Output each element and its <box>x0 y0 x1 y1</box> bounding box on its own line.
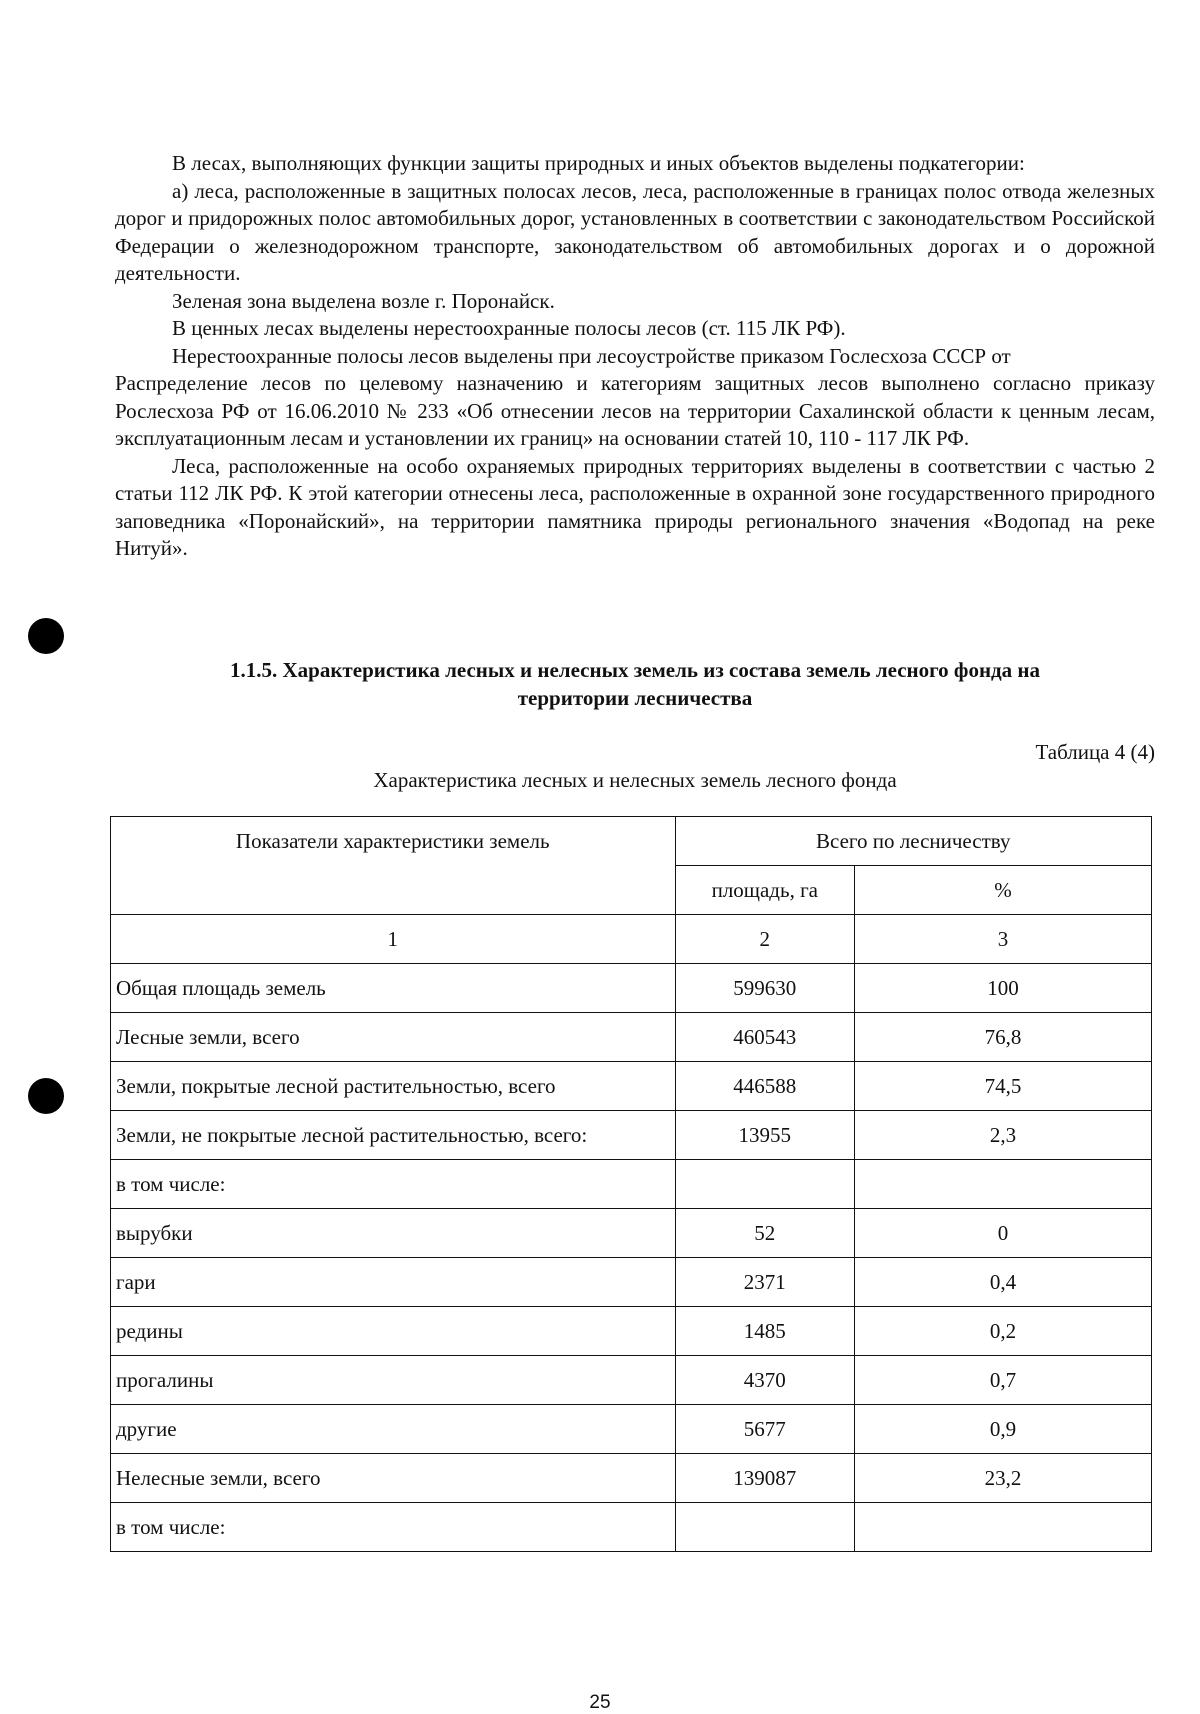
column-number-row <box>111 915 1152 964</box>
paragraph: В ценных лесах выделены нерестоохранные полосы лесов (ст. 115 ЛК РФ). <box>172 316 846 340</box>
row-area <box>675 1160 855 1209</box>
row-label: другие <box>111 1405 676 1454</box>
paragraph: а) леса, расположенные в защитных полосах лесов, леса, расположенные в границах полос отвода железных дорог и придорожных полос автомобильных дорог, установленных в соответствии с законодательством Российской Федерации о железнодорожном транспорте, законодательством об автомобильных дорогах и о дорожной деятельности. <box>115 178 1155 285</box>
punch-hole-top <box>28 618 64 654</box>
table-row <box>111 1013 1152 1062</box>
table-title: Характеристика лесных и нелесных земель лесного фонда <box>373 768 897 792</box>
column-number: 2 <box>675 915 855 964</box>
row-label: Лесные земли, всего <box>111 1013 676 1062</box>
row-percent: 0 <box>855 1209 1152 1258</box>
row-label: гари <box>111 1258 676 1307</box>
row-area: 139087 <box>675 1454 855 1503</box>
row-percent: 0,9 <box>855 1405 1152 1454</box>
row-percent: 76,8 <box>855 1013 1152 1062</box>
row-label: в том числе: <box>111 1503 676 1552</box>
column-number: 3 <box>855 915 1152 964</box>
header-total: Всего по лесничеству <box>675 817 1152 866</box>
header-percent: % <box>855 866 1152 915</box>
table-row <box>111 1503 1152 1552</box>
row-area: 460543 <box>675 1013 855 1062</box>
row-percent: 100 <box>855 964 1152 1013</box>
row-percent: 0,7 <box>855 1356 1152 1405</box>
paragraph: Леса, расположенные на особо охраняемых природных территориях выделены в соответствии с частью 2 статьи 112 ЛК РФ. К этой категории отнесены леса, расположенные в охранной зоне государственного природного заповедника «Поронайский», на территории памятника природы регионального значения «Водопад на реке Нитуй». <box>115 453 1155 560</box>
table-row <box>111 1405 1152 1454</box>
table-header-row <box>111 817 1152 866</box>
table-row <box>111 1307 1152 1356</box>
row-percent: 0,2 <box>855 1307 1152 1356</box>
table-row <box>111 964 1152 1013</box>
row-label: вырубки <box>111 1209 676 1258</box>
row-label: редины <box>111 1307 676 1356</box>
body-text <box>115 150 1155 563</box>
row-area: 599630 <box>675 964 855 1013</box>
row-area: 2371 <box>675 1258 855 1307</box>
header-area: площадь, га <box>675 866 855 915</box>
row-percent: 74,5 <box>855 1062 1152 1111</box>
row-percent: 23,2 <box>855 1454 1152 1503</box>
header-indicators: Показатели характеристики земель <box>111 817 676 915</box>
row-area: 52 <box>675 1209 855 1258</box>
paragraph: Распределение лесов по целевому назначению и категориям защитных лесов выполнено согласно приказу Рослесхоза РФ от 16.06.2010 № 233 «Об отнесении лесов на территории Сахалинской области к ценным лесам, эксплуатационным лесам и установлении их границ» на основании статей 10, 110 - 117 ЛК РФ. <box>115 371 1155 450</box>
table-number: Таблица 4 (4) <box>1035 740 1155 764</box>
row-area: 446588 <box>675 1062 855 1111</box>
row-label: в том числе: <box>111 1160 676 1209</box>
table-row <box>111 1209 1152 1258</box>
column-number: 1 <box>111 915 676 964</box>
row-area: 4370 <box>675 1356 855 1405</box>
section-heading-line: 1.1.5. Характеристика лесных и нелесных земель из состава земель лесного фонда на <box>229 658 1041 682</box>
row-label: прогалины <box>111 1356 676 1405</box>
paragraph: Нерестоохранные полосы лесов выделены при лесоустройстве приказом Гослесхоза СССР от <box>172 343 1011 368</box>
section-heading-line: территории лесничества <box>517 686 753 710</box>
row-label: Земли, не покрытые лесной растительностью, всего: <box>111 1111 676 1160</box>
table-row <box>111 1454 1152 1503</box>
land-characteristics-table <box>110 816 1152 1552</box>
table-row <box>111 1356 1152 1405</box>
row-label: Общая площадь земель <box>111 964 676 1013</box>
table-row <box>111 1160 1152 1209</box>
row-area: 5677 <box>675 1405 855 1454</box>
row-label: Земли, покрытые лесной растительностью, всего <box>111 1062 676 1111</box>
table-row <box>111 1258 1152 1307</box>
section-heading <box>115 656 1155 712</box>
punch-hole-bottom <box>28 1078 64 1114</box>
row-label: Нелесные земли, всего <box>111 1454 676 1503</box>
paragraph: Зеленая зона выделена возле г. Поронайск. <box>172 288 555 313</box>
row-area: 1485 <box>675 1307 855 1356</box>
page-number: 25 <box>589 1692 611 1713</box>
table-row <box>111 1062 1152 1111</box>
table-row <box>111 1111 1152 1160</box>
row-percent <box>855 1503 1152 1552</box>
row-percent <box>855 1160 1152 1209</box>
row-percent: 2,3 <box>855 1111 1152 1160</box>
row-percent: 0,4 <box>855 1258 1152 1307</box>
row-area <box>675 1503 855 1552</box>
row-area: 13955 <box>675 1111 855 1160</box>
paragraph: В лесах, выполняющих функции защиты природных и иных объектов выделены подкатегории: <box>172 151 1025 175</box>
